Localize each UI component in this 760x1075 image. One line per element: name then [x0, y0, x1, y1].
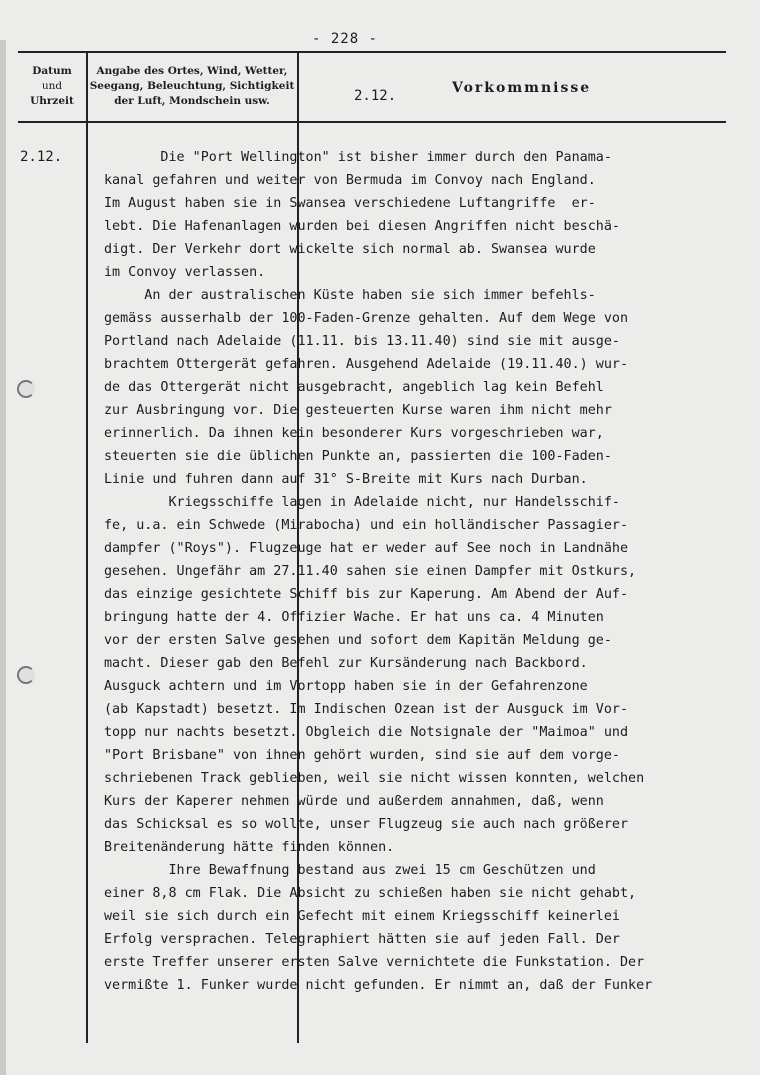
text-line: de das Ottergerät nicht ausgebracht, angeblich lag kein Befehl	[104, 380, 604, 395]
punch-hole-upper	[17, 380, 35, 398]
text-line: fe, u.a. ein Schwede (Mirabocha) und ein holländischer Passagier-	[104, 518, 629, 533]
header-location-cell	[88, 64, 296, 109]
text-line: Ihre Bewaffnung bestand aus zwei 15 cm Geschützen und	[104, 863, 596, 878]
text-line: Portland nach Adelaide (11.11. bis 13.11.40) sind sie mit ausge-	[104, 334, 620, 349]
text-line: dampfer ("Roys"). Flugzeuge hat er weder auf See noch in Landnähe	[104, 541, 629, 556]
header-location-line3: der Luft, Mondschein usw.	[114, 95, 270, 107]
header-top-rule	[18, 51, 726, 53]
text-line: gesehen. Ungefähr am 27.11.40 sahen sie einen Dampfer mit Ostkurs,	[104, 564, 637, 579]
header-datum-cell	[20, 64, 84, 109]
text-line: lebt. Die Hafenanlagen wurden bei diesen Angriffen nicht beschä-	[104, 219, 620, 234]
page-edge-shadow	[0, 40, 6, 1075]
entry-date: 2.12.	[20, 149, 63, 165]
text-line: Die "Port Wellington" ist bisher immer durch den Panama-	[104, 150, 612, 165]
header-location-line2: Seegang, Beleuchtung, Sichtigkeit	[89, 80, 295, 92]
text-line: brachtem Ottergerät gefahren. Ausgehend Adelaide (19.11.40.) wur-	[104, 357, 629, 372]
text-line: Linie und fuhren dann auf 31° S-Breite mit Kurs nach Durban.	[104, 472, 588, 487]
text-line: erinnerlich. Da ihnen kein besonderer Kurs vorgeschrieben war,	[104, 426, 604, 441]
text-line: kanal gefahren und weiter von Bermuda im Convoy nach England.	[104, 173, 596, 188]
text-line: "Port Brisbane" von ihnen gehört wurden, sind sie auf dem vorge-	[104, 748, 620, 763]
header-location-line1: Angabe des Ortes, Wind, Wetter,	[96, 65, 288, 77]
text-line: weil sie sich durch ein Gefecht mit einem Kriegsschiff keinerlei	[104, 909, 620, 924]
header-title: Vorkommnisse	[452, 80, 592, 96]
text-line: Kurs der Kaperer nehmen würde und außerdem annahmen, daß, wenn	[104, 794, 604, 809]
text-line: im Convoy verlassen.	[104, 265, 266, 280]
header-datum-line3: Uhrzeit	[30, 95, 74, 107]
text-line: topp nur nachts besetzt. Obgleich die Notsignale der "Maimoa" und	[104, 725, 629, 740]
text-line: gemäss ausserhalb der 100-Faden-Grenze gehalten. Auf dem Wege von	[104, 311, 629, 326]
text-line: An der australischen Küste haben sie sich immer befehls-	[104, 288, 596, 303]
header-bottom-rule	[18, 121, 726, 123]
header-date: 2.12.	[354, 88, 397, 104]
text-line: schriebenen Track geblieben, weil sie nicht wissen konnten, welchen	[104, 771, 645, 786]
text-line: Erfolg versprachen. Telegraphiert hätten sie auf jeden Fall. Der	[104, 932, 620, 947]
text-line: zur Ausbringung vor. Die gesteuerten Kurse waren ihm nicht mehr	[104, 403, 612, 418]
text-line: (ab Kapstadt) besetzt. Im Indischen Ozean ist der Ausguck im Vor-	[104, 702, 629, 717]
text-line: digt. Der Verkehr dort wickelte sich normal ab. Swansea wurde	[104, 242, 596, 257]
column-divider-date	[86, 51, 88, 1043]
header-datum-line1: Datum	[32, 65, 72, 77]
entry-text	[104, 146, 754, 997]
text-line: Im August haben sie in Swansea verschiedene Luftangriffe er-	[104, 196, 596, 211]
text-line: vermißte 1. Funker wurde nicht gefunden. Er nimmt an, daß der Funker	[104, 978, 653, 993]
header-datum-line2: und	[41, 80, 63, 92]
text-line: vor der ersten Salve gesehen und sofort dem Kapitän Meldung ge-	[104, 633, 612, 648]
text-line: das Schicksal es so wollte, unser Flugzeug sie auch nach größerer	[104, 817, 629, 832]
text-line: macht. Dieser gab den Befehl zur Kursänderung nach Backbord.	[104, 656, 588, 671]
text-line: Ausguck achtern und im Vortopp haben sie in der Gefahrenzone	[104, 679, 588, 694]
text-line: steuerten sie die üblichen Punkte an, passierten die 100-Faden-	[104, 449, 612, 464]
text-line: einer 8,8 cm Flak. Die Absicht zu schießen haben sie nicht gehabt,	[104, 886, 637, 901]
text-line: das einzige gesichtete Schiff bis zur Kaperung. Am Abend der Auf-	[104, 587, 629, 602]
text-line: bringung hatte der 4. Offizier Wache. Er hat uns ca. 4 Minuten	[104, 610, 604, 625]
text-line: erste Treffer unserer ersten Salve vernichtete die Funkstation. Der	[104, 955, 645, 970]
page-number: - 228 -	[311, 31, 378, 47]
text-line: Kriegsschiffe lagen in Adelaide nicht, nur Handelsschif-	[104, 495, 620, 510]
punch-hole-lower	[17, 666, 35, 684]
text-line: Breitenänderung hätte finden können.	[104, 840, 395, 855]
